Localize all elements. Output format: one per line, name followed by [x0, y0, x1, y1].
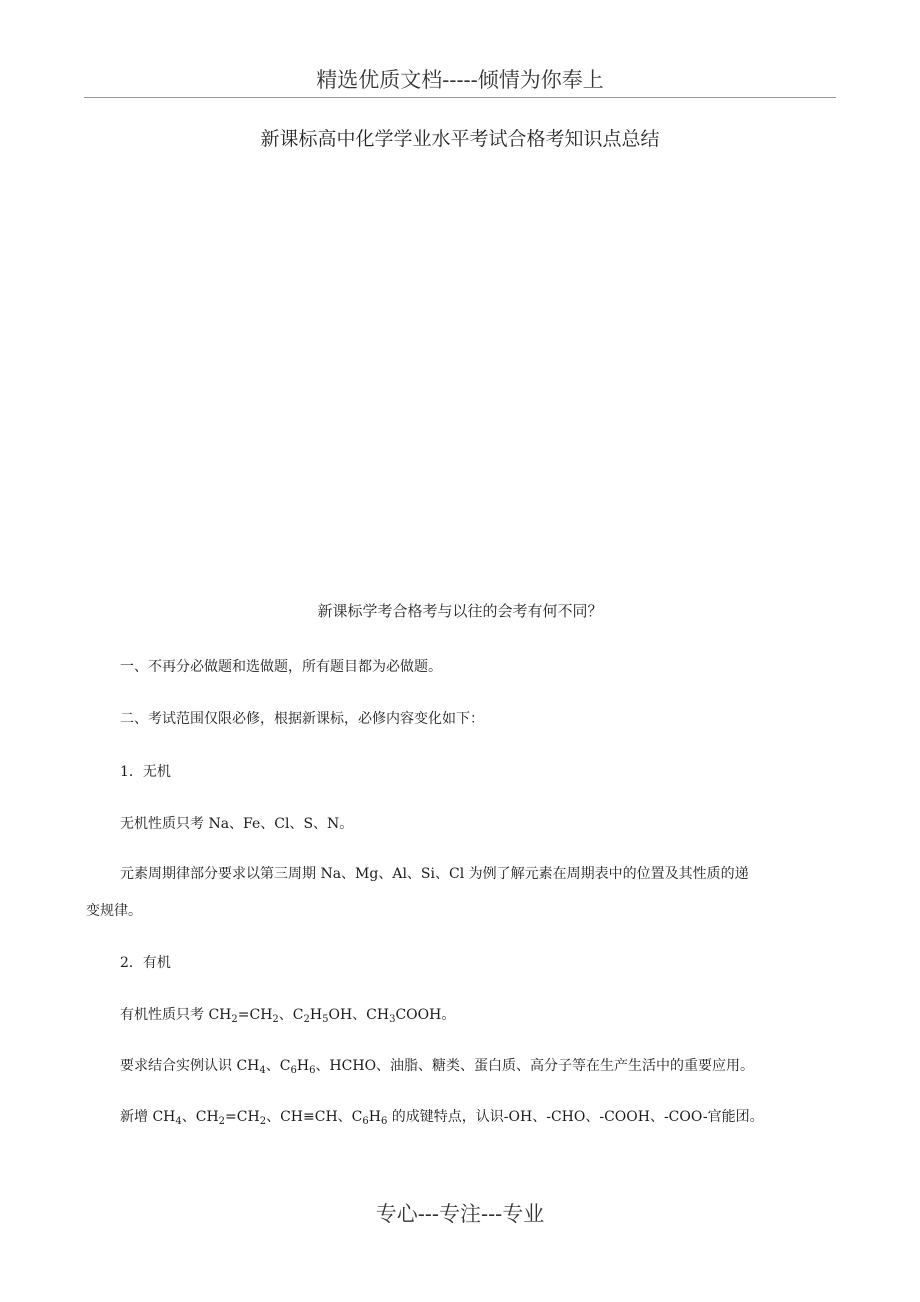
paragraph-1: 一、不再分必做题和选做题，所有题目都为必做题。: [120, 659, 442, 675]
organic-paragraph-2: 要求结合实例认识 $CH_4$、$C_6H_6$、HCHO、油脂、糖类、蛋白质、高分子等在生产生活中的重要应用。: [120, 1058, 755, 1076]
organic-heading: 2．有机: [120, 955, 171, 971]
page-header-title: 精选优质文档-----倾情为你奉上: [316, 68, 604, 92]
organic-paragraph-3: 新增 $CH_4$、$CH_2=CH_2$、CH≡CH、$C_6H_6$ 的成键特点，认识-OH、-CHO、-COOH、-COO-官能团。: [120, 1109, 764, 1127]
page-footer: 专心---专注---专业: [375, 1202, 545, 1226]
paragraph-2: 二、考试范围仅限必修，根据新课标，必修内容变化如下：: [120, 711, 484, 727]
section-heading: 新课标学考合格考与以往的会考有何不同？: [317, 602, 603, 620]
document-title: 新课标高中化学学业水平考试合格考知识点总结: [260, 128, 660, 150]
organic-paragraph-1: 有机性质只考 $CH_2=CH_2$、$C_2H_5OH$、$CH_3COOH$。: [120, 1007, 456, 1025]
inorganic-paragraph-1: 无机性质只考 Na、Fe、Cl、S、N。: [120, 816, 354, 832]
header-divider: [84, 97, 836, 98]
inorganic-paragraph-2-line-2: 变规律。: [86, 903, 142, 919]
inorganic-heading: 1．无机: [120, 764, 171, 780]
inorganic-paragraph-2-line-1: 元素周期律部分要求以第三周期 Na、Mg、Al、Si、Cl 为例了解元素在周期表中的位置及其性质的递: [120, 866, 749, 882]
